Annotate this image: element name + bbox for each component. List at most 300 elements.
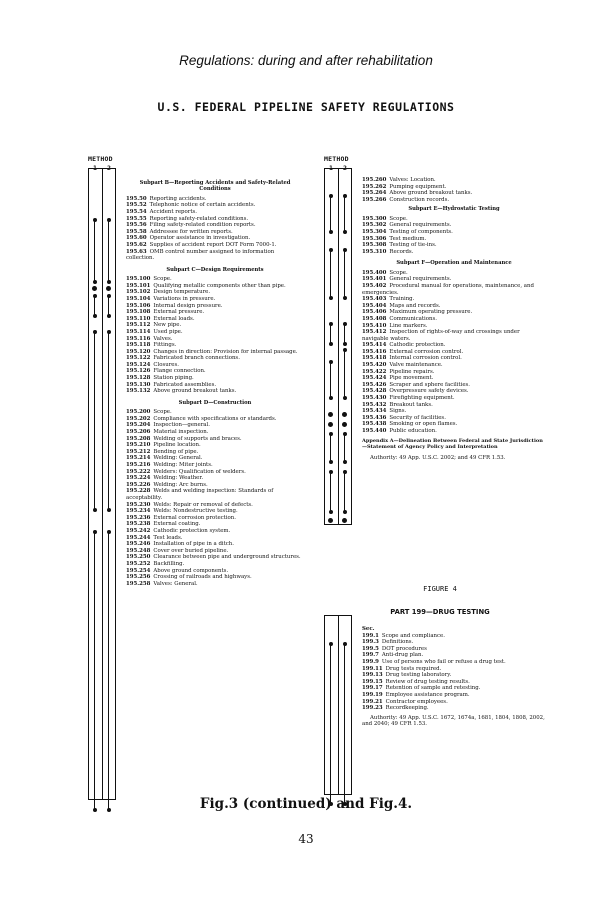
section-number: 195.50 [126,195,147,202]
regulation-entry [362,685,546,692]
regulation-entry [362,672,546,679]
section-number: 195.304 [362,228,387,235]
regulation-entry [126,436,304,443]
section-number: 195.106 [126,302,151,309]
regulation-entry [126,561,304,568]
regulation-entry [126,449,304,456]
regulation-entry [126,515,304,522]
section-title: Test medium. [389,235,427,242]
figure-caption: Fig.3 (continued) and Fig.4. [199,796,413,812]
regulation-entry [126,316,304,323]
section-number: 199.11 [362,665,383,672]
section-title: External corrosion control. [389,348,464,355]
section-number: 195.266 [362,196,387,203]
section-number: 195.424 [362,375,387,382]
method-label: METHOD [88,155,113,163]
section-number: 195.408 [362,315,387,322]
method-box-part-199 [324,615,352,795]
regulation-entry [362,388,546,395]
regulation-entry [362,276,546,283]
section-title: OMB control number assigned to information collection. [126,248,275,262]
regulation-entry [126,409,304,416]
section-number: 195.264 [362,190,387,197]
section-title: Station piping. [153,375,194,382]
regulation-entry [126,382,304,389]
section-title: Welders: Qualification of welders. [153,468,246,475]
regulation-entry [126,249,304,262]
section-number: 195.401 [362,276,387,283]
regulation-entry [126,535,304,542]
section-number: 195.228 [126,488,151,495]
section-title: Drug tests required. [385,665,442,672]
regulation-entry [362,316,546,323]
section-number: 195.128 [126,375,151,382]
regulation-entry [362,229,546,236]
section-title: Scope. [153,409,172,416]
section-title: Pumping equipment. [389,183,447,190]
subpart-b-heading: Subpart B—Reporting Accidents and Safety-Related Conditions [139,180,291,193]
section-number: 195.230 [126,501,151,508]
section-title: Scope. [153,276,172,283]
section-number: 199.5 [362,645,379,652]
section-title: Inspection of rights-of-way and crossings under navigable waters. [362,329,520,342]
regulation-entry [362,705,546,712]
section-title: Scraper and sphere facilities. [389,381,470,388]
regulation-entry [126,276,304,283]
left-entries [126,177,304,587]
regulation-entry [362,236,546,243]
section-number: 195.116 [126,335,151,342]
regulation-entry [362,415,546,422]
section-number: 195.410 [362,322,387,329]
section-number: 195.254 [126,567,151,574]
section-title: Fabricated assemblies. [153,381,217,388]
page-title: U.S. FEDERAL PIPELINE SAFETY REGULATIONS [157,100,455,114]
section-number: 195.210 [126,442,151,449]
section-title: Valve maintenance. [389,362,443,369]
regulation-entry [362,692,546,699]
section-number: 195.55 [126,215,147,222]
regulation-entry [126,329,304,336]
regulation-entry [126,216,304,223]
section-title: Bending of pipe. [153,448,199,455]
section-number: 199.3 [362,639,379,646]
section-title: Pipeline location. [153,442,201,449]
regulation-entry [126,541,304,548]
section-title: Training. [389,296,415,303]
section-title: Reporting accidents. [149,195,207,202]
section-title: Procedural manual for operations, maintenance, and emergencies. [362,282,534,296]
regulation-entry [126,581,304,588]
section-number: 195.214 [126,455,151,462]
regulation-entry [126,568,304,575]
section-number: 195.236 [126,514,151,521]
regulation-entry [126,209,304,216]
section-number: 195.120 [126,348,151,355]
section-title: Valves. [153,335,173,342]
regulation-entry [362,408,546,415]
section-title: Use of persons who fail or refuse a drug test. [381,658,506,665]
section-number: 195.246 [126,541,151,548]
regulation-entry [126,202,304,209]
section-number: 195.414 [362,342,387,349]
section-title: Welding: Miter joints. [153,462,213,468]
section-number: 195.132 [126,388,151,395]
section-title: Overpressure safety devices. [389,388,469,395]
section-title: Welding of supports and braces. [153,435,242,442]
section-title: Fittings. [153,342,177,349]
section-title: Scope. [389,269,408,276]
regulation-entry [126,416,304,423]
section-title: Operator assistance in investigation. [149,235,251,242]
section-title: Above ground components. [153,567,229,574]
section-title: Security of facilities. [389,414,446,421]
section-title: Addressee for written reports. [149,228,233,235]
section-number: 195.60 [126,235,147,242]
regulation-entry [362,421,546,428]
section-number: 195.114 [126,328,151,335]
section-title: Maps and records. [389,302,441,309]
section-title: Filing safety-related condition reports. [149,222,256,229]
regulation-entry [362,342,546,349]
regulation-entry [126,362,304,369]
regulation-entry [126,462,304,469]
section-title: Inspection—general. [153,422,210,429]
section-number: 195.238 [126,521,151,528]
section-title: Pipeline repairs. [389,368,435,375]
section-number: 195.252 [126,560,151,567]
section-number: 195.100 [126,276,151,283]
method-box [88,168,116,800]
section-number: 195.434 [362,408,387,415]
regulation-entry [126,475,304,482]
regulation-entry [126,375,304,382]
section-title: Scope. [389,215,408,222]
method-col-2: 2 [107,164,111,172]
regulation-entry [362,190,546,197]
section-title: Retention of sample and retesting. [385,685,481,692]
regulation-entry [126,336,304,343]
section-title: Construction records. [389,196,450,203]
section-title: Qualifying metallic components other than pipe. [153,282,286,289]
section-number: 195.262 [362,183,387,190]
section-title: Compliance with specifications or standards. [153,415,277,422]
section-title: Communications. [389,315,437,322]
section-number: 195.302 [362,222,387,229]
section-title: Accident reports. [149,209,197,215]
section-number: 195.126 [126,368,151,375]
section-number: 195.306 [362,235,387,242]
regulation-entry [126,548,304,555]
section-number: 195.102 [126,289,151,296]
section-number: 195.200 [126,409,151,416]
regulation-entry [126,229,304,236]
section-title: DOT procedures [381,645,427,652]
section-number: 195.406 [362,309,387,316]
section-number: 195.426 [362,381,387,388]
section-title: Pipe movement. [389,375,434,382]
section-title: Welds: Nondestructive testing. [153,508,238,515]
authority-note-199: Authority: 49 App. U.S.C. 1672, 1674a, 1681, 1804, 1808, 2002, and 2040; 49 CFR 1.53. [362,714,545,728]
regulation-entry [362,382,546,389]
regulation-entry [126,342,304,349]
regulation-entry [362,216,546,223]
regulation-entry [126,309,304,316]
section-title: Scope and compliance. [381,632,445,639]
section-title: Cathodic protection. [389,342,446,349]
section-number: 195.216 [126,462,151,468]
section-title: Installation of pipe in a ditch. [153,541,234,548]
section-number: 195.122 [126,355,151,362]
regulation-entry [126,296,304,303]
subpart-c-heading: Subpart C—Design Requirements [166,266,264,273]
section-number: 195.222 [126,468,151,475]
regulation-entry [362,242,546,249]
regulation-entry [362,296,546,303]
regulation-entry [362,270,546,277]
regulation-entry [362,349,546,356]
regulation-entry [126,242,304,249]
section-number: 199.1 [362,632,379,639]
regulation-entry [362,666,546,673]
subpart-d-heading: Subpart D—Construction [178,399,252,406]
section-title: Line markers. [389,322,428,329]
section-number: 195.202 [126,415,151,422]
running-header: Regulations: during and after rehabilitation [179,53,433,68]
section-number: 195.108 [126,309,151,316]
sec-label: Sec. [362,626,375,632]
section-title: Internal corrosion control. [389,355,462,362]
section-title: Public education. [389,428,437,434]
section-number: 195.300 [362,215,387,222]
regulation-entry [126,196,304,203]
section-title: Welds and welding inspection: Standards of acceptability. [126,488,274,501]
section-number: 195.112 [126,322,151,329]
section-title: Definitions. [381,639,414,646]
section-number: 195.208 [126,435,151,442]
authority-note: Authority: 49 App. U.S.C. 2002; and 49 CFR 1.53. [370,454,506,461]
section-number: 195.436 [362,414,387,421]
regulation-entry [126,508,304,515]
section-title: Maximum operating pressure. [389,309,473,316]
section-title: Material inspection. [153,429,209,436]
regulation-entry [362,402,546,409]
appendix-a: Appendix A—Delineation Between Federal and State Jurisdiction—Statement of Agency Policy and Interpretation [362,437,543,451]
section-title: External pressure. [153,309,205,316]
part-199-heading: PART 199—DRUG TESTING [390,608,490,616]
section-title: Testing of components. [389,228,453,235]
regulation-entry [126,521,304,528]
section-title: Fabricated branch connections. [153,355,240,362]
section-number: 199.23 [362,705,383,712]
regulation-entry [362,249,546,256]
regulation-entry [126,482,304,489]
regulation-entry [126,355,304,362]
section-number: 195.418 [362,355,387,362]
section-title: Welding: General. [153,455,203,462]
section-number: 195.104 [126,295,151,302]
section-title: Smoking or open flames. [389,421,458,428]
regulation-entry [362,355,546,362]
section-number: 195.54 [126,209,147,215]
section-number: 195.224 [126,475,151,482]
regulation-entry [126,222,304,229]
regulation-entry [126,349,304,356]
section-number: 195.308 [362,242,387,249]
regulation-entry [362,197,546,204]
section-title: Employee assistance program. [385,691,470,698]
regulation-entry [362,633,546,640]
left-column [88,155,326,587]
section-title: External corrosion protection. [153,514,236,521]
regulation-entry [362,362,546,369]
section-number: 195.234 [126,508,151,515]
section-number: 195.402 [362,282,387,289]
section-number: 195.430 [362,395,387,402]
section-title: Above ground breakout tanks. [389,190,473,197]
section-number: 199.15 [362,678,383,685]
section-number: 195.212 [126,448,151,455]
regulation-entry [362,428,546,435]
section-number: 195.416 [362,348,387,355]
regulation-entry [362,323,546,330]
section-number: 195.58 [126,228,147,235]
section-number: 195.124 [126,361,151,368]
section-number: 195.52 [126,202,147,209]
regulation-entry [362,283,546,296]
section-title: Crossing of railroads and highways. [153,574,252,581]
regulation-entry [126,554,304,561]
section-title: Firefighting equipment. [389,395,455,402]
section-number: 195.101 [126,282,151,289]
section-title: Valves: General. [153,580,198,587]
subpart-f-heading: Subpart F—Operation and Maintenance [396,260,512,267]
section-number: 199.21 [362,698,383,705]
section-title: Valves: Location. [389,177,436,183]
regulation-entry [126,469,304,476]
regulation-entry [126,289,304,296]
section-number: 195.428 [362,388,387,395]
method-col-2: 2 [343,164,347,172]
regulation-entry [126,368,304,375]
section-title: Drug testing laboratory. [385,672,452,679]
section-number: 195.118 [126,342,151,349]
method-col-1: 1 [93,164,97,172]
section-title: Supplies of accident report DOT Form 7000-1. [149,241,277,248]
regulation-entry [126,422,304,429]
section-number: 195.204 [126,422,151,429]
regulation-entry [362,639,546,646]
regulation-entry [362,679,546,686]
section-number: 195.242 [126,527,151,534]
section-title: External loads. [153,315,195,322]
figure-4-label: FIGURE 4 [423,585,457,593]
section-number: 195.404 [362,302,387,309]
section-title: Used pipe. [153,328,183,335]
regulation-entry [126,574,304,581]
section-title: Anti-drug plan. [381,652,424,659]
section-title: General requirements. [389,222,452,229]
section-number: 195.244 [126,534,151,541]
part-199-entries [362,626,546,728]
section-number: 195.412 [362,329,387,336]
section-title: Changes in direction: Provision for internal passage. [153,348,298,355]
section-number: 199.7 [362,652,379,659]
section-title: Internal design pressure. [153,302,223,309]
section-title: New pipe. [153,322,182,329]
regulation-entry [126,528,304,535]
regulation-entry [362,659,546,666]
regulation-entry [126,429,304,436]
section-title: Closures. [153,361,179,368]
section-title: Reporting safety-related conditions. [149,215,249,222]
regulation-entry [362,395,546,402]
regulation-entry [126,283,304,290]
section-number: 199.17 [362,685,383,692]
section-title: Variations in pressure. [153,295,216,302]
section-title: Review of drug testing results. [385,678,470,685]
section-number: 195.250 [126,554,151,561]
section-number: 195.63 [126,248,147,255]
method-col-1: 1 [329,164,333,172]
section-number: 195.110 [126,315,151,322]
regulation-entry [126,235,304,242]
section-title: Records. [389,248,414,255]
right-column [324,155,556,461]
section-number: 195.432 [362,401,387,408]
subpart-e-heading: Subpart E—Hydrostatic Testing [408,206,500,213]
section-title: Signs. [389,408,407,415]
section-title: Cover over buried pipeline. [153,547,229,554]
section-number: 195.438 [362,421,387,428]
section-number: 195.206 [126,429,151,436]
regulation-entry [126,322,304,329]
section-title: Breakout tanks. [389,401,433,408]
section-number: 195.256 [126,574,151,581]
section-number: 195.420 [362,362,387,369]
section-title: Backfilling. [153,560,185,567]
section-number: 195.310 [362,248,387,255]
section-number: 195.260 [362,177,387,183]
section-title: Telephonic notice of certain accidents. [149,202,256,209]
regulation-entry [126,502,304,509]
section-number: 195.226 [126,481,151,488]
regulation-entry [362,303,546,310]
section-title: Welds: Repair or removal of defects. [153,501,253,508]
section-title: Welding: Arc burns. [153,481,208,488]
section-number: 195.56 [126,222,147,229]
section-number: 199.19 [362,691,383,698]
section-title: General requirements. [389,276,452,283]
regulation-entry [362,184,546,191]
section-title: Clearance between pipe and underground structures. [153,554,301,561]
right-entries [362,177,546,461]
section-number: 195.400 [362,269,387,276]
section-title: Recordkeeping. [385,705,429,712]
regulation-entry [362,699,546,706]
regulation-entry [126,388,304,395]
regulation-entry [362,309,546,316]
section-title: Testing of tie-ins. [389,242,437,249]
section-number: 195.130 [126,381,151,388]
section-title: Welding: Weather. [153,475,204,482]
regulation-entry [362,222,546,229]
section-title: Contractor employees. [385,698,448,705]
regulation-entry [362,646,546,653]
regulation-entry [362,652,546,659]
section-number: 199.9 [362,658,379,665]
section-title: Design temperature. [153,289,211,296]
